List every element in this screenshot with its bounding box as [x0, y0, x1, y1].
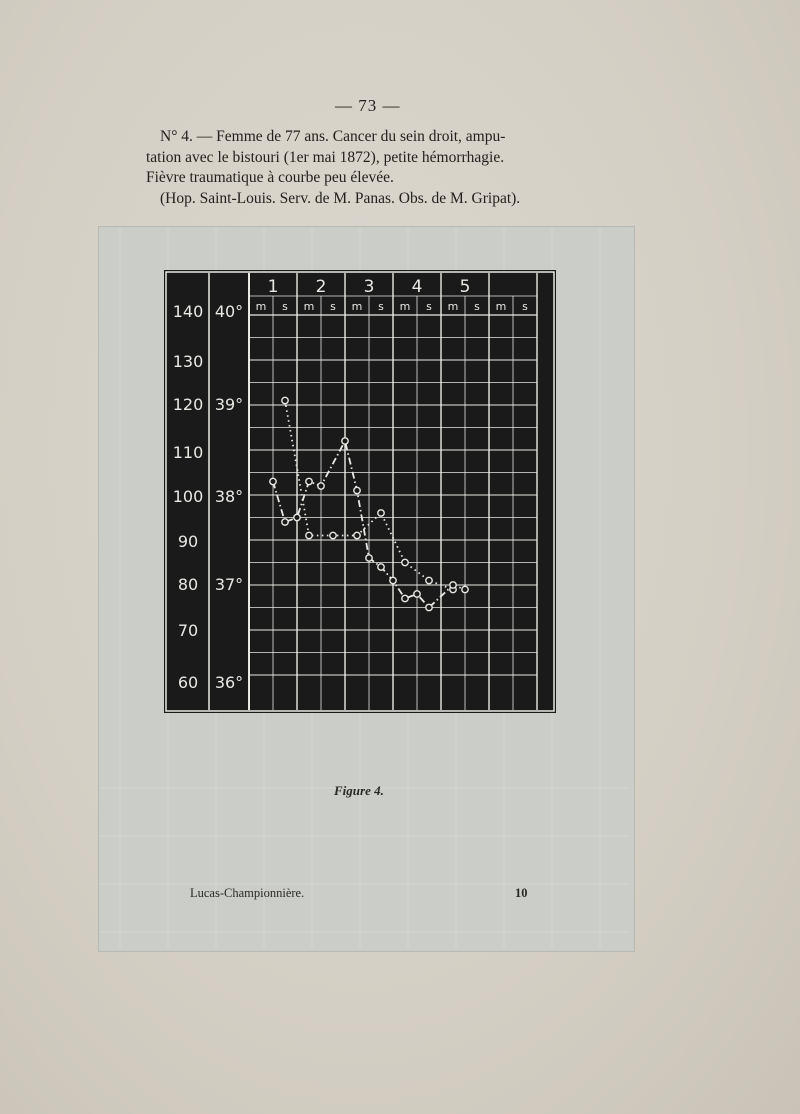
temperature-tick-label: 36° — [214, 673, 244, 692]
pulse-tick-label: 120 — [172, 395, 204, 414]
pulse-tick-label: 100 — [172, 487, 204, 506]
series-point — [354, 532, 360, 538]
series-point — [450, 582, 456, 588]
sub-column-label: m — [495, 300, 507, 313]
sub-column-label: m — [351, 300, 363, 313]
series-point — [330, 532, 336, 538]
temperature-tick-label: 40° — [214, 302, 244, 321]
sub-column-label: m — [447, 300, 459, 313]
series-point — [318, 483, 324, 489]
series-point — [306, 478, 312, 484]
sub-column-label: s — [522, 300, 528, 313]
case-line-4: (Hop. Saint-Louis. Serv. de M. Panas. Obs. de M. Gripat). — [160, 190, 521, 207]
series-point — [306, 532, 312, 538]
temperature-tick-label: 37° — [214, 575, 244, 594]
series-point — [462, 586, 468, 592]
series-point — [402, 595, 408, 601]
series-point — [294, 514, 300, 520]
series-point — [378, 510, 384, 516]
pulse-tick-label: 80 — [177, 575, 199, 594]
sub-column-label: s — [330, 300, 336, 313]
series-point — [342, 438, 348, 444]
page-number: — 73 — — [335, 96, 401, 115]
pulse-tick-label: 60 — [177, 673, 199, 692]
series-point — [282, 397, 288, 403]
sub-column-label: m — [399, 300, 411, 313]
pulse-tick-label: 130 — [172, 352, 204, 371]
figure-caption: Figure 4. — [334, 783, 384, 798]
series-point — [414, 591, 420, 597]
pulse-tick-label: 70 — [177, 621, 199, 640]
series-point — [378, 564, 384, 570]
footer-number: 10 — [515, 886, 528, 900]
day-label: 5 — [459, 277, 471, 297]
temperature-tick-label: 39° — [214, 395, 244, 414]
pulse-tick-label: 140 — [172, 302, 204, 321]
sub-column-label: s — [282, 300, 288, 313]
series-point — [366, 555, 372, 561]
series-point — [270, 478, 276, 484]
day-label: 3 — [363, 277, 375, 297]
case-line-1: N° 4. — Femme de 77 ans. Cancer du sein droit, ampu- — [160, 128, 506, 145]
pulse-tick-label: 110 — [172, 443, 204, 462]
pulse-tick-label: 90 — [177, 532, 199, 551]
temperature-chart — [164, 270, 556, 713]
day-label: 2 — [315, 277, 327, 297]
sub-column-label: s — [378, 300, 384, 313]
sub-column-label: m — [255, 300, 267, 313]
sub-column-label: m — [303, 300, 315, 313]
case-line-2: tation avec le bistouri (1er mai 1872), petite hémorrhagie. — [146, 149, 505, 166]
series-point — [426, 577, 432, 583]
series-point — [282, 519, 288, 525]
day-label: 4 — [411, 277, 423, 297]
case-line-3: Fièvre traumatique à courbe peu élevée. — [146, 169, 394, 186]
day-label: 1 — [267, 277, 279, 297]
temperature-tick-label: 38° — [214, 487, 244, 506]
series-point — [354, 487, 360, 493]
sub-column-label: s — [474, 300, 480, 313]
footer-author: Lucas-Championnière. — [190, 886, 305, 900]
series-point — [426, 604, 432, 610]
series-point — [402, 559, 408, 565]
series-point — [390, 577, 396, 583]
sub-column-label: s — [426, 300, 432, 313]
